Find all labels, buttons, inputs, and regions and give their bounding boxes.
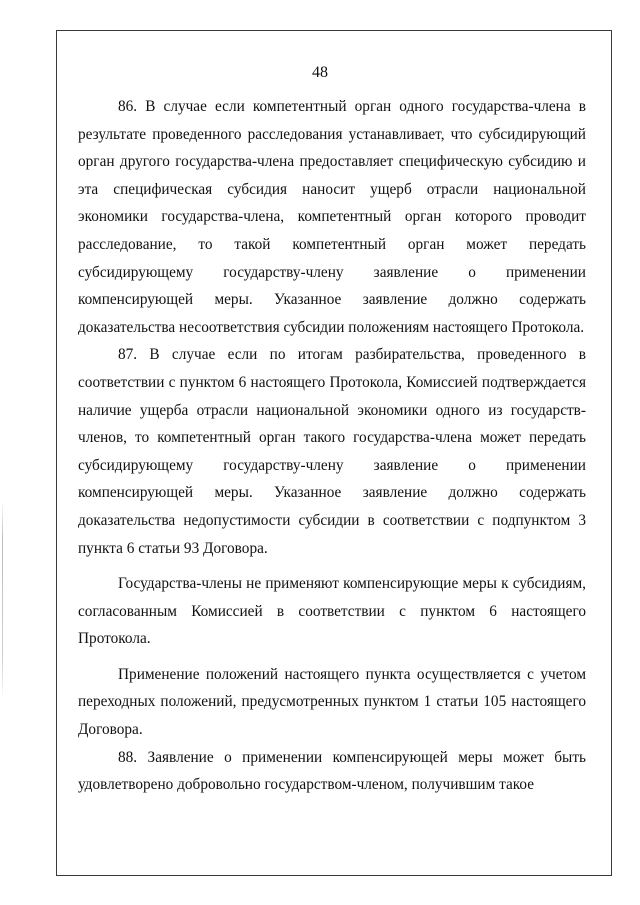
paragraph-87-part-2: Государства-члены не применяют компенсирующие меры к субсидиям, согласованным Комиссией в соответствии с пунктом 6 настоящего Протокола. [78,575,586,648]
paragraph-87-part-3: Применение положений настоящего пункта осуществляется с учетом переходных положений, предусмотренных пунктом 1 статьи 105 настоящего Договора. [78,665,586,739]
page-number: 48 [312,64,328,81]
paragraph-86: 86. В случае если компетентный орган одного государства-члена в результате проведенного расследования устанавливает, что субсидирующий орган другого государства-члена предоставляет специфическую субсидию и эта специфическая субсидия наносит ущерб отрасли национальной экономики государства-члена, компетентный орган которого проводит расследование, то такой компетентный орган может передать субсидирующему государству-члену заявление о применении компенсирующей меры. Указанное заявление должно содержать доказательства несоответствия субсидии положениям настоящего Протокола. [78,98,586,336]
paragraph-88: 88. Заявление о применении компенсирующей меры может быть удовлетворено добровольно государством-членом, получившим такое [78,748,586,794]
scan-edge-mark [2,500,3,700]
document-body [78,93,586,799]
paragraph-87: 87. В случае если по итогам разбирательства, проведенного в соответствии с пунктом 6 настоящего Протокола, Комиссией подтверждается наличие ущерба отрасли национальной экономики одного из государств-членов, то компетентный орган такого государства-члена может передать субсидирующему государству-члену заявление о применении компенсирующей меры. Указанное заявление должно содержать доказательства недопустимости субсидии в соответствии с подпунктом 3 пункта 6 статьи 93 Договора. [78,346,586,557]
